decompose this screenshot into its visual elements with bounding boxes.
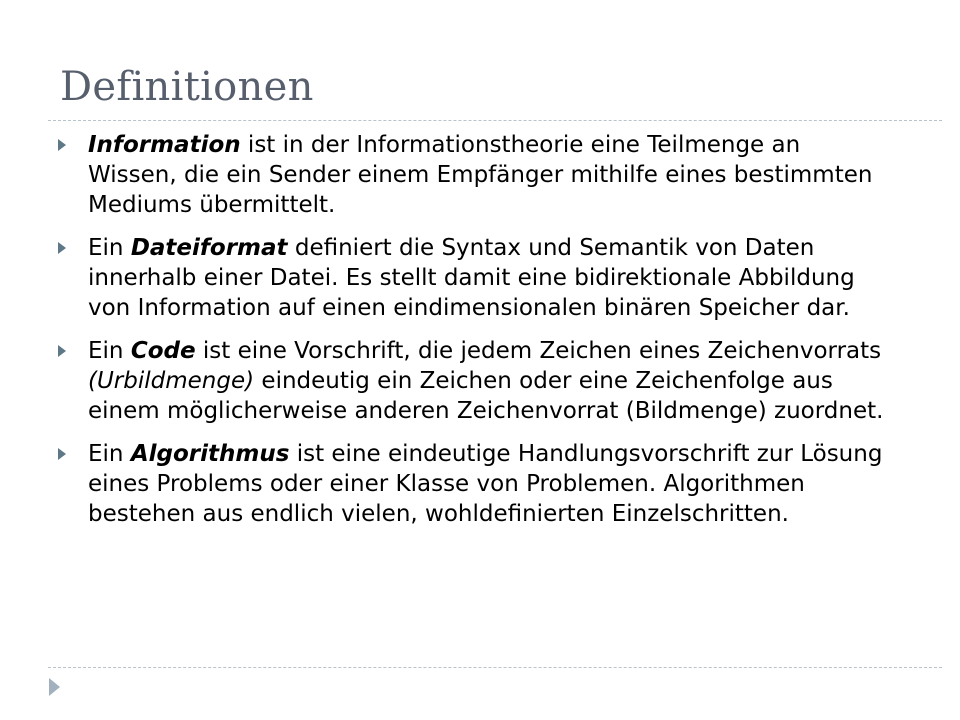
bullet-dateiformat (56, 233, 886, 323)
bullet-algorithmus (56, 439, 886, 529)
bullet-information (56, 130, 886, 220)
bullet-prefix: Ein (88, 338, 131, 364)
triangle-bullet-icon (58, 242, 66, 254)
title-divider (48, 120, 942, 121)
bullet-term: Code (130, 338, 196, 364)
bullet-prefix: Ein (88, 441, 131, 467)
bullet-text: definiert die Syntax und Semantik von Daten innerhalb einer Datei. Es stellt damit eine bidirektionale Abbildung von Information auf einen eindimensionalen binären Speicher dar. (88, 235, 855, 321)
bullet-prefix: Ein (88, 235, 131, 261)
slide-title: Definitionen (60, 64, 314, 110)
bullet-term: Algorithmus (130, 441, 290, 467)
bullet-code (56, 336, 886, 426)
footer-divider (48, 667, 942, 668)
corner-triangle-icon (49, 678, 60, 696)
bullet-text: ist eine Vorschrift, die jedem Zeichen eines Zeichenvorrats (195, 338, 882, 364)
triangle-bullet-icon (58, 345, 66, 357)
bullet-list (56, 130, 886, 542)
bullet-text: ist in der Informationstheorie eine Teilmenge an Wissen, die ein Sender einem Empfänger mithilfe eines bestimmten Mediums übermittelt. (88, 132, 873, 218)
bullet-term: Information (88, 132, 241, 158)
bullet-term: Dateiformat (130, 235, 288, 261)
bullet-text: eindeutig ein Zeichen oder eine Zeichenfolge aus einem möglicherweise anderen Zeichenvorrat (Bildmenge) zuordnet. (88, 368, 884, 424)
bullet-text: ist eine eindeutige Handlungsvorschrift zur Lösung eines Problems oder einer Klasse von Problemen. Algorithmen bestehen aus endlich vielen, wohldefinierten Einzelschritten. (88, 441, 883, 527)
triangle-bullet-icon (58, 139, 66, 151)
triangle-bullet-icon (58, 448, 66, 460)
bullet-italic-text: (Urbildmenge) (88, 368, 255, 394)
